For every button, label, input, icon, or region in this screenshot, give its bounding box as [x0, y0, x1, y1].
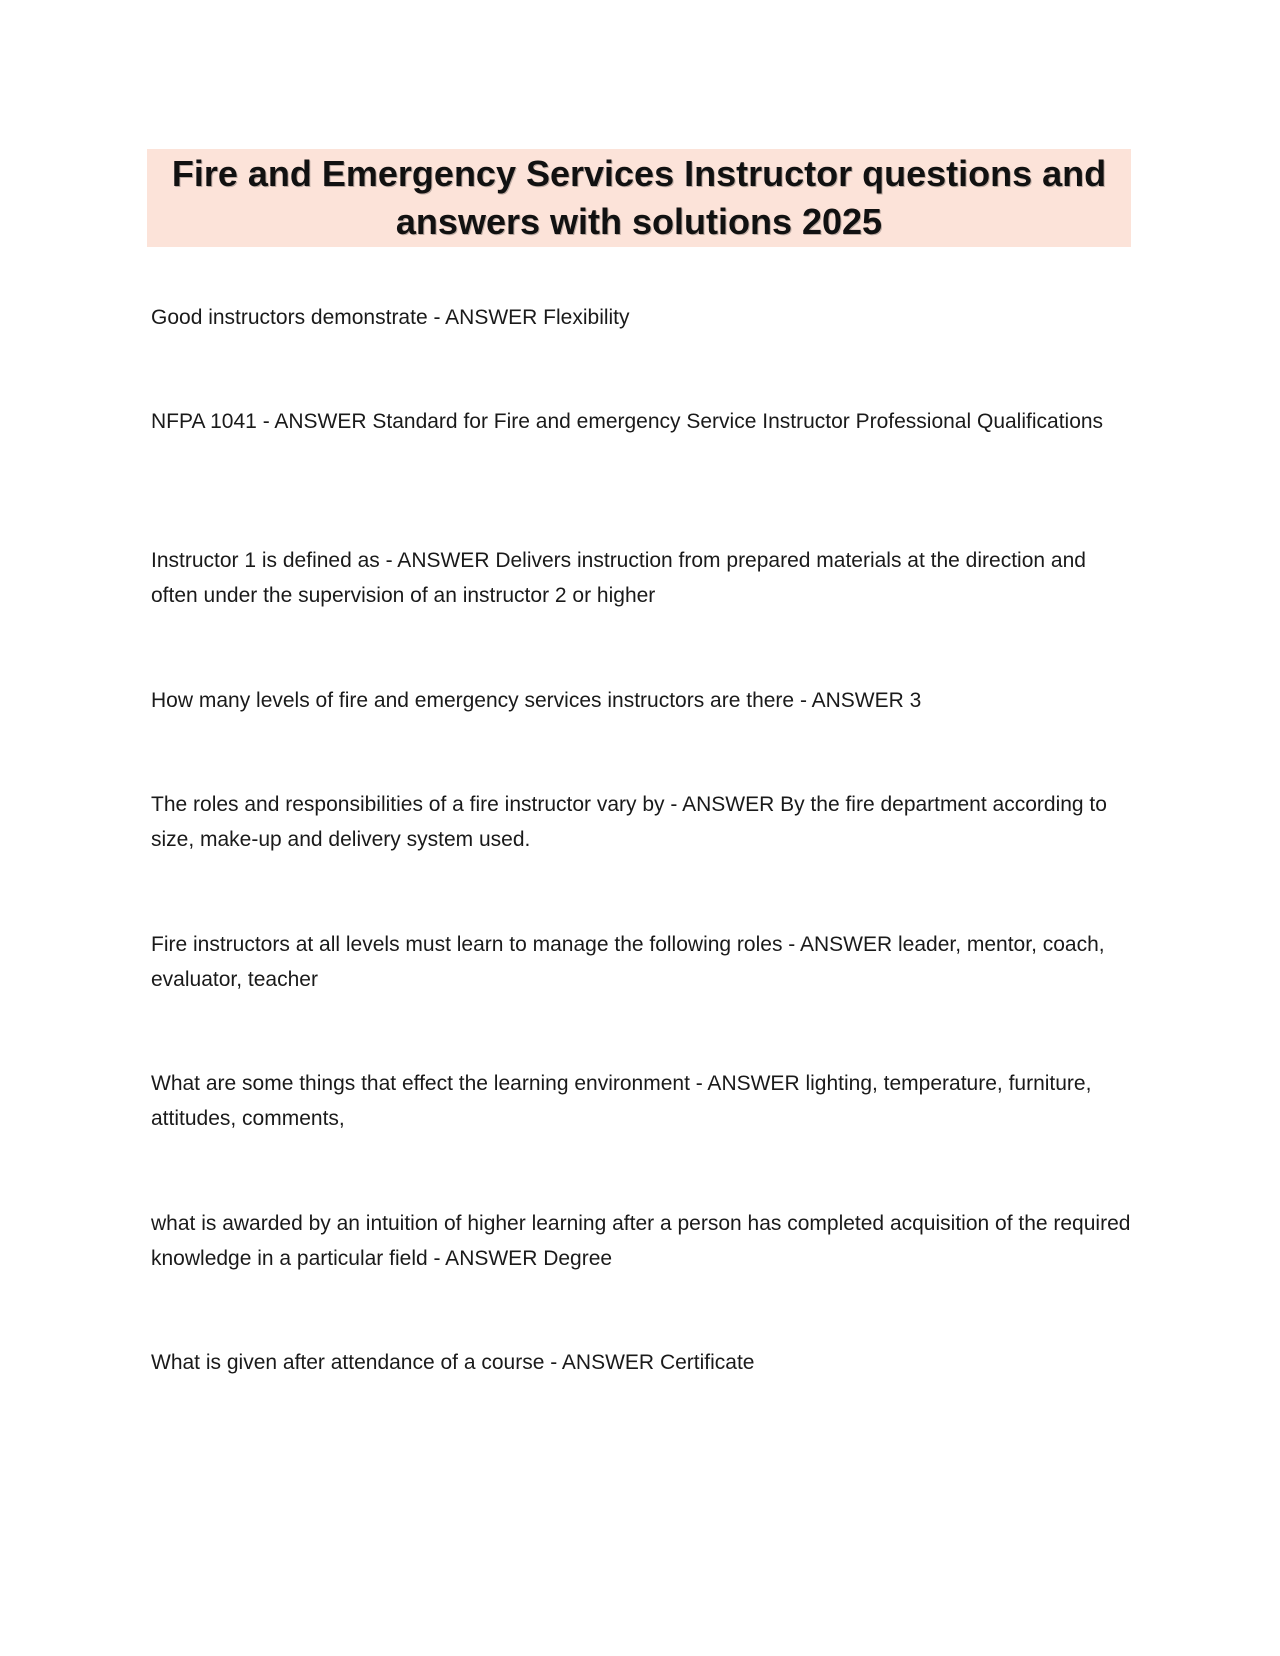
document-title-banner: [147, 149, 1131, 247]
answer-text: 3: [909, 689, 922, 712]
qa-item-7: [151, 1066, 1136, 1136]
qa-item-8: [151, 1206, 1136, 1276]
answer-text: lighting, temperature, furniture, attitudes, comments,: [151, 1072, 1092, 1130]
answer-text: Flexibility: [543, 306, 630, 329]
document-title: [147, 150, 1131, 246]
answer-marker: - ANSWER: [433, 306, 538, 329]
answer-text: leader, mentor, coach, evaluator, teacher: [151, 933, 1105, 991]
document-title-line-1: Fire and Emergency Services Instructor questions and: [171, 153, 1107, 194]
question-text: Instructor 1 is defined as: [151, 549, 380, 572]
qa-item-2: [151, 404, 1136, 439]
answer-marker: - ANSWER: [788, 933, 893, 956]
question-text: Fire instructors at all levels must learn to manage the following roles: [151, 933, 783, 956]
answer-marker: - ANSWER: [670, 793, 775, 816]
answer-text: By the fire department according to size, make-up and delivery system used.: [151, 793, 1107, 851]
question-text: How many levels of fire and emergency services instructors are there: [151, 689, 795, 712]
answer-text: Standard for Fire and emergency Service Instructor Professional Qualifications: [372, 410, 1104, 433]
answer-marker: - ANSWER: [695, 1072, 800, 1095]
question-text: NFPA 1041: [151, 410, 257, 433]
qa-item-3: [151, 543, 1136, 613]
answer-text: Delivers instruction from prepared materials at the direction and often under the supervision of an instructor 2 or higher: [151, 549, 1086, 607]
answer-marker: - ANSWER: [550, 1351, 655, 1374]
qa-item-9: [151, 1345, 1136, 1380]
answer-marker: - ANSWER: [433, 1247, 538, 1270]
qa-item-5: [151, 787, 1136, 857]
question-text: What is given after attendance of a course: [151, 1351, 545, 1374]
document-title-line-2: answers with solutions 2025: [395, 201, 883, 242]
answer-text: Certificate: [659, 1351, 755, 1374]
question-text: Good instructors demonstrate: [151, 306, 428, 329]
question-text: what is awarded by an intuition of higher learning after a person has completed acquisition of the required knowledge in a particular field: [151, 1212, 1131, 1270]
answer-marker: - ANSWER: [799, 689, 904, 712]
answer-marker: - ANSWER: [385, 549, 490, 572]
qa-item-6: [151, 927, 1136, 997]
answer-marker: - ANSWER: [262, 410, 367, 433]
qa-item-1: [151, 300, 1136, 335]
question-text: The roles and responsibilities of a fire instructor vary by: [151, 793, 665, 816]
qa-item-4: [151, 683, 1136, 718]
question-text: What are some things that effect the learning environment: [151, 1072, 690, 1095]
answer-text: Degree: [543, 1247, 613, 1270]
